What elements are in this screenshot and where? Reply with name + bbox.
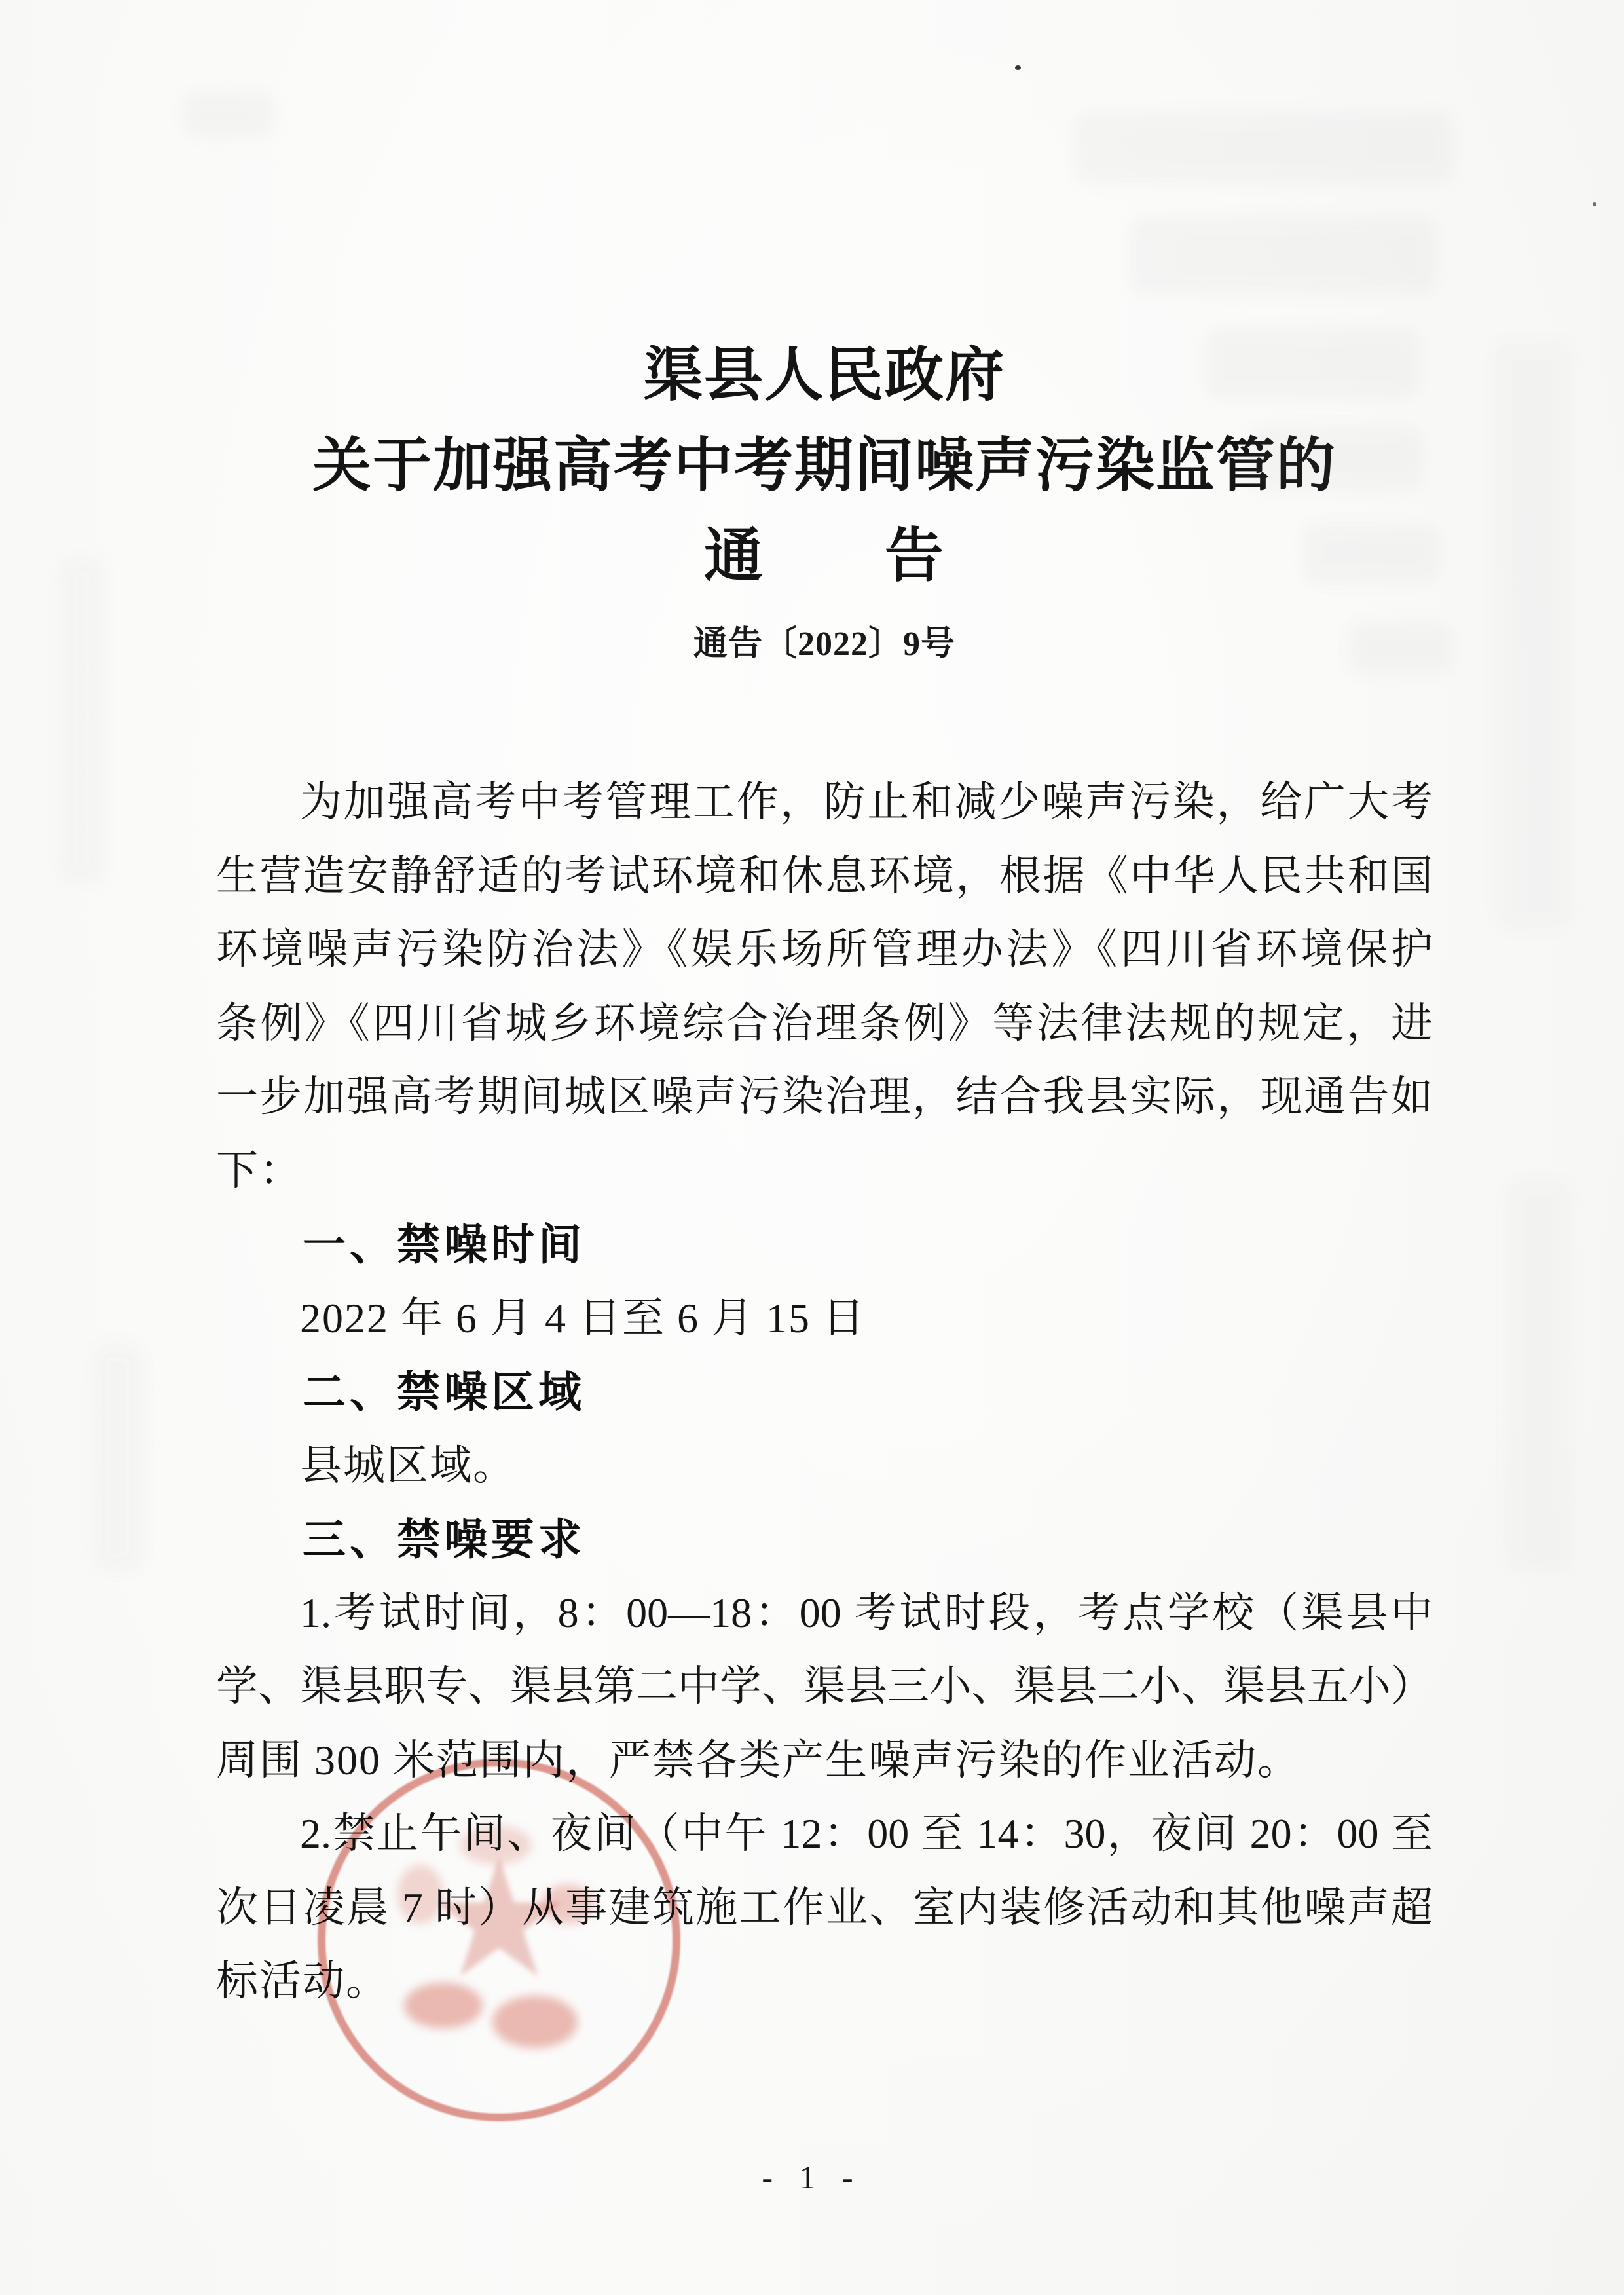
body-line: 2022 年 6 月 4 日至 6 月 15 日 (300, 1294, 866, 1341)
body-line: 2.禁止午间、夜间（中午 12：00 至 14：30，夜间 20：00 至 (300, 1810, 1433, 1857)
scan-artifact (1506, 1179, 1572, 1572)
body-line: 县城区域。 (300, 1442, 516, 1489)
star-icon: ★ (425, 1823, 573, 2015)
doc-title-line-3: 通 告 (704, 524, 945, 589)
section-heading-2: 二、禁噪区域 (303, 1368, 585, 1416)
scan-speck (1015, 65, 1021, 70)
page-footer (0, 2157, 1624, 2197)
scan-artifact (1130, 216, 1437, 295)
body-line: 标活动。 (216, 1958, 389, 2004)
body-line: 次日凌晨 7 时）从事建筑施工作业、室内装修活动和其他噪声超 (216, 1884, 1433, 1931)
body-line: 环境噪声污染防治法》《娱乐场所管理办法》《四川省环境保护 (216, 926, 1433, 973)
scan-artifact (1074, 111, 1454, 183)
body-line: 下： (216, 1147, 303, 1194)
scan-speck (1593, 202, 1596, 206)
doc-title-line-1: 渠县人民政府 (644, 343, 1005, 408)
body-line: 条例》《四川省城乡环境综合治理条例》等法律法规的规定，进 (216, 999, 1433, 1047)
body-line: 1.考试时间，8：00—18：00 考试时段，考点学校（渠县中 (300, 1589, 1433, 1636)
section-heading-3: 三、禁噪要求 (303, 1515, 585, 1563)
doc-title-line-2: 关于加强高考中考期间噪声污染监管的 (312, 434, 1337, 498)
body-line: 生营造安静舒适的考试环境和休息环境，根据《中华人民共和国 (216, 852, 1433, 899)
body-line: 为加强高考中考管理工作，防止和减少噪声污染，给广大考 (300, 779, 1433, 825)
doc-body (216, 766, 1433, 2019)
section-heading-1: 一、禁噪时间 (303, 1220, 585, 1269)
document-header (216, 331, 1433, 667)
scan-artifact (59, 557, 105, 884)
page-number: - 1 - (762, 2159, 862, 2195)
scan-artifact (183, 92, 275, 138)
scan-artifact (1493, 341, 1572, 930)
scan-artifact (92, 1343, 144, 1572)
doc-number: 通告〔2022〕9号 (693, 625, 955, 663)
body-line: 一步加强高考期间城区噪声污染治理，结合我县实际，现通告如 (216, 1073, 1433, 1120)
body-line: 周围 300 米范围内，严禁各类产生噪声污染的作业活动。 (216, 1736, 1301, 1783)
body-line: 学、渠县职专、渠县第二中学、渠县三小、渠县二小、渠县五小） (216, 1663, 1433, 1709)
